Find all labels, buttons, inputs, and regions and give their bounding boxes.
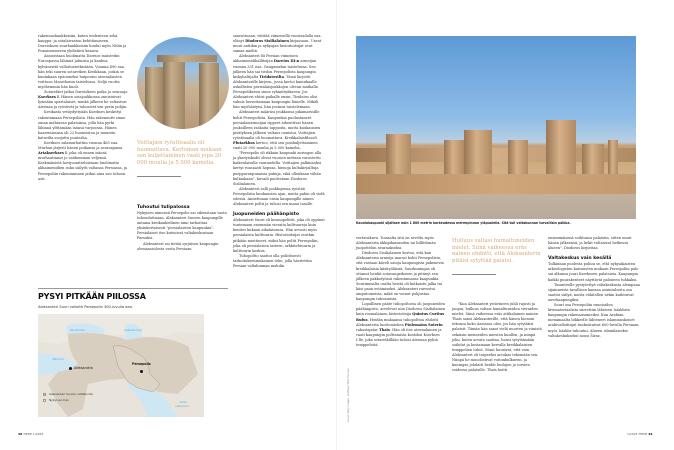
person-name: Kserkses I: [38, 95, 59, 100]
paragraph: "Kun Aleksanteri ystävineen juhli rajusti ja juopui, hulluus valtasi humaltuneiden vieraiden mielet. Siinä vaiheessa eräs attikalainen nainen Thaïs sanoi Aleksanterille, että hänen hienoin tekonsa koko Aasiassa olisi, jos hän sytyttäisi palatsit. Tämän hän sanoi vielä nuorten ja viinistä sekaisin menneiden miesten kuullen, ja niinpä joku, kuten arvata saattaa, huusi sytyttämään soihdut ja kostamaan kerralla kreikkalaisten temppelien tuhot. Muut huusivat, että vain Aleksanteri oli tarpeeksi arvokas tekemään sen. Niinpä he muodostivat voitonkulkueen, ja kuningas johdatti heidät huilujen ja torvien soidessa palatsille. Thaïs heitti: [452, 302, 542, 373]
paragraph: "Persepolis oli rikkain kaupunki auringon alla ja yksityiskodit olivat vuosien mittaan varustettu kaikenlaisella vauraudella. Voittajien palkinnoksi kertyi runsaasti hopeaa, hienoja kultakirjailtuja purppuranpunaisia pukuja, eikä ollenkaan vähän kultaakaan", kuvaili puolestaan Diodoros Sisilialainen.: [233, 151, 322, 186]
pullquote-block: [137, 140, 229, 177]
left-column-1: [38, 34, 128, 182]
paragraph: Aleksanteri määräsi joukkonsa pikamarssille kohti Persepolista. Kaupunkia puolustaneet persialaisarmeijan rippeet aiheuttivat hänen joukoilleen raskaita tappioita, mutta kuukausien piirityksen jälkeen valtaus onnistui. Voittajien ryöstösaalis oli huomattava. Kreikkalaisfilosofi Plutarkhos kertoo, että sen poiskuljettaminen vaati 20 000 muulia ja 5 000 kamelia.: [233, 110, 321, 151]
gate-of-all-nations-photo: [137, 37, 229, 129]
page-folio-right: 1/2025 TIEDE 49: [627, 432, 653, 436]
legend-empire: Aleksanteri Suuren valtakunta: [43, 392, 93, 396]
left-column-3: [233, 34, 325, 269]
label-caspian-sea: Kaspianmeri: [124, 328, 142, 332]
paragraph: rakennushankkeisiin, kuten teidenteon sekä kauppa- ja sotalaivaston kehittämiseen. Dareioksen suurhankkeisiin kuului myös Niilin ja Punaisenmeren yhdistävä kanava.: [38, 34, 127, 54]
paragraph: Diodoros Sisilialainen kertoo, että kun Aleksanterin armeija marssi kohti Persepolista, sitä vastaan käveli satoja kaupungista pakenevia kreikkalaisia käsityöläisiä. Suurkuningas oli ottanut heidät sotavangeikseen ja pitänyt sen jälkeen pakkotyössä rakentamassa kaupunkia. Suurimmalta osalta heistä oli katkaistu jalka tai käsi paon estämiseksi. Aleksanteri raivostui amputoineista, mikä on voinut pohjustaa kaupungin tuhoamista.: [356, 251, 444, 302]
paragraph: Suuri osa Persepoliin raunioiden kivimateriaalista siirrettiin läheisen Istakhrin kaupungin rakennusaineiksi. Kun Arabian niemimaalta liikkeelle lähteneet islaminuskoiset arabivalloittajat tunkeutuivat 600-luvulla Persiaan, myös Istakhr tuhoutui. Alueen islamilaiseksi valtakeskukseksi nousi Širaz.: [548, 303, 640, 338]
label-alexandria: Aleksandria: [74, 366, 93, 370]
paragraph: Ansioistaan huolimatta Dareios muistetiin Euroopassa lähinnä julmista ja kauhua kylväneistä valloitusretkistään. Vuonna 490 eaa. hän teki suuren sotaretken Kreikkaan, joskin se kuninkaan epäonneksi huipentui ateenalaisten voittoon Marathonin taistelussa. Neljä vuotta myöhemmin hän kuoli.: [38, 54, 126, 89]
paragraph: Tuhopoltto saattoi olla poliittisesti tarkoituksenmukainen teko, jolla hävitettiin Persian valtakunnan mahdin: [233, 253, 312, 269]
right-column-1: [356, 236, 448, 348]
paragraph: saavuttuaan, väittää viimeisellä vuosisadalla eaa. elänyt Diodoros Sisilialainen kirjassaan. Useat muut antiikin ja nykyajan historioitsijat ovat samaa mieltä.: [233, 34, 322, 54]
photo-caption: Kauniokaupunki sijaitsee noin 1 800 metrin korkeudessa merenpinnan yläpuolella. Sitä tuli valtakunnan turvallisin paikka.: [356, 221, 571, 225]
paragraph: Kreikasta vetäydyttyään Kserkses keskittyi rakentamaan Persepolista. Hän rakennutti sinne oman mahtavan palatsinsa, jolla hän pyrki lähinnä ylittämään isänsä varjoonsa. Hänen haaremissaan oli 22 huoneistoa ja muurein katseilta suojattu puutarha.: [38, 110, 126, 140]
paragraph: ensimmäisenä soihtunsa palatsiin, sitten muut hänen jälkeensä, ja liekit valtasivat hetkessä alueen", Diodoros kirjoittaa.: [548, 236, 632, 251]
right-column-2: [452, 302, 544, 373]
paragraph: Nykyisen nimensä Persepolis sai oikeastaan vasta tuhouduttuaan. Aleksanteri Suuren kaupungille antama kreikankielinen nimi tarkoittaa yksinkertaisesti "persialaisten kaupunkia". Persialaiset itse kutsuivat valtakeskustaan Parsaksi.: [137, 211, 227, 241]
section-heading: Tuhoutui tulipalossa: [137, 205, 190, 210]
page-folio-left: 48 TIEDE 1/2025: [18, 432, 44, 436]
section-heading: Valtakeskus vain kesällä: [548, 256, 612, 262]
right-column-3: [548, 236, 640, 339]
map-box-subtitle: Aleksanteri Suuri valloitti Persepolin 300-luvulla eaa.: [38, 305, 133, 309]
paragraph: Kserkses salamurhattiin vuonna 465 eaa. Murhan järjesti hänen poikansa ja seuraajansa Artakserkses I, joka oli ennen isänsä murhauttanut jo vanhemman veljensä. Keskinäisistä hovijuonitteluistaan huolimatta akhaimenidien suku säilytti valtansa Persiassa, ja Persepoliin rakentaminen jatkui aina sen tuhoon asti.: [38, 140, 128, 181]
paragraph: Aleksanteri salli joukkojensa ryöstää Persepolista kuukausien ajan, mutta pahin oli vielä edessä. Annettuaan ensin kaupungille nimen Aleksanteri poltti ja tuhosi sen maan tasalle.: [233, 186, 325, 207]
legend-iran: Nykyinen Iran: [43, 398, 69, 402]
paragraph: Aleksanteri sai tietää syrjäisen kaupungin olemassaolosta vasta Persiaan: [137, 241, 219, 251]
divider: [38, 288, 228, 289]
paragraph: Aleksanteri löi Persian viimeisen akhaimenidihallitsijan Dareios III:n armeijan vuonna 331 eaa. Gaugamelan taistelussa. Sen jälkeen hän sai tiedon Persepolista kaupungin kiskyhaltijalta Tiridatesilta. Tämä kirjoitti Aleksanterille kirjeen, jossa kertoi kuninkaalle uskollisten persialaisjoukkojen olevan matkalla Persepolikseen sinne ryhmittyäkseen. Jos Aleksanteri ehtisi paikalle ensin, Tiridates olisi valmis luovuttamaan kaupungin hänelle. Mikäli hän myöhästyisi, hän joutuisi taistelemaan.: [233, 54, 319, 110]
pullquote-block: [452, 238, 544, 275]
label-black-sea: Mustameri: [70, 328, 86, 332]
label-indian-ocean: Intian: [179, 400, 188, 404]
pullquote: Hulluus valtasi humaltuneiden mielet. Siinä vaiheessa eräs nainen ehdotti, että Aleksanterin pitäisi sytyttää palatsi.: [452, 238, 541, 264]
photo-credit: Kuvat: Getty Images · Grafiikka: Peter Harrison: [347, 368, 350, 422]
map-box-title: PYSYI PITKÄÄN PIILOSSA: [38, 292, 146, 301]
paragraph: Sotaretket jatkoi Dareioksen poika ja seuraaja Kserkses I. Hänen sotajoukkonsa onnistuivat lyömään spartalaiset, minkä jälkeen he valtasivat Ateenan ja ryöstivät ja tuhosivat sen perin pohjin.: [38, 90, 128, 110]
paragraph: Aleksanteri Suuri oli kosmopoliitti, joka oli oppinut tuntemaan enemmän vieraita kulttuureja kuin kenties kukaan aikalaisensa. Hän arvosti myös persialaista kulttuuria. Historioitsijat ovatkin pitkään miettineet, miksi hän poltti Persepoliin, joka oli persialaisen taiteen, arkkitehtuurin ja kulttuurin keskus.: [233, 218, 325, 253]
empire-map: [38, 314, 204, 417]
left-column-2: [137, 200, 227, 252]
paragraph: Lopullinen pääte tuhopoltosta oli juopuneiden päähänpisto, arvelevat niin Diodoros Sisilialainen kuin roomalainen historioitsija Quintus Curtius Rufus. Heidän mukaansa tuhopolttoa ehdotti Aleksanterin luottomiehen Ptolemaios Soterin rakastajatar Thaïs. Hän oli itse ateenalainen ja vaati kaupungin polttamista kostoksi Kserkses I:lle, joka sotaretkillään tuhosi Ateenan pyhiä temppeleitä.: [356, 302, 446, 347]
paragraph: Tulkinnan puolesta puhuu se, että nykyaikaisten arkeologisten kaivausten mukaan Persepoliin palo sai alkunsa juuri Kserkseen palatsista. Kaupungin kaikki puurakenteet näyttävät paloneen tuhkaksi.: [548, 262, 639, 282]
person-name: Artakserkses I: [38, 151, 67, 156]
persepolis-marker: [140, 370, 143, 373]
legend-swatch: [43, 399, 46, 402]
pullquote: Voittajien ryöstösaalis oli huomattava. Kertoman mukaan sen kuljettaminen vaati jopa 20 000 muulia ja 5 000 kamelia.: [137, 140, 222, 166]
section-heading: Juopuneiden päähänpisto: [233, 212, 300, 218]
paragraph: vertauskuva. Toisaalta sitä on arveltu myös Aleksanterin äkkipikaisuuden tai hillittömän juopottelun seuraukseksi.: [356, 236, 436, 251]
label-mediterranean: Välimeri: [52, 357, 64, 361]
label-indian-ocean-2: valtameri: [175, 404, 189, 408]
page-gutter: [336, 0, 337, 450]
legend-swatch: [43, 393, 46, 396]
alexandria-marker: [69, 367, 72, 370]
persepolis-ruins-photo: [356, 36, 636, 219]
divider: [137, 176, 181, 177]
divider: [452, 274, 496, 275]
paragraph: Tasanteelle pystytettyä valtakeskusta alempana sijainneista tavallisen kansan asuintaloista osa saattoi säilyä, mutta vähitellen nekin kuihtuivat aavekaupungiksi.: [548, 282, 640, 302]
label-persepolis: Persepolis: [132, 362, 151, 366]
